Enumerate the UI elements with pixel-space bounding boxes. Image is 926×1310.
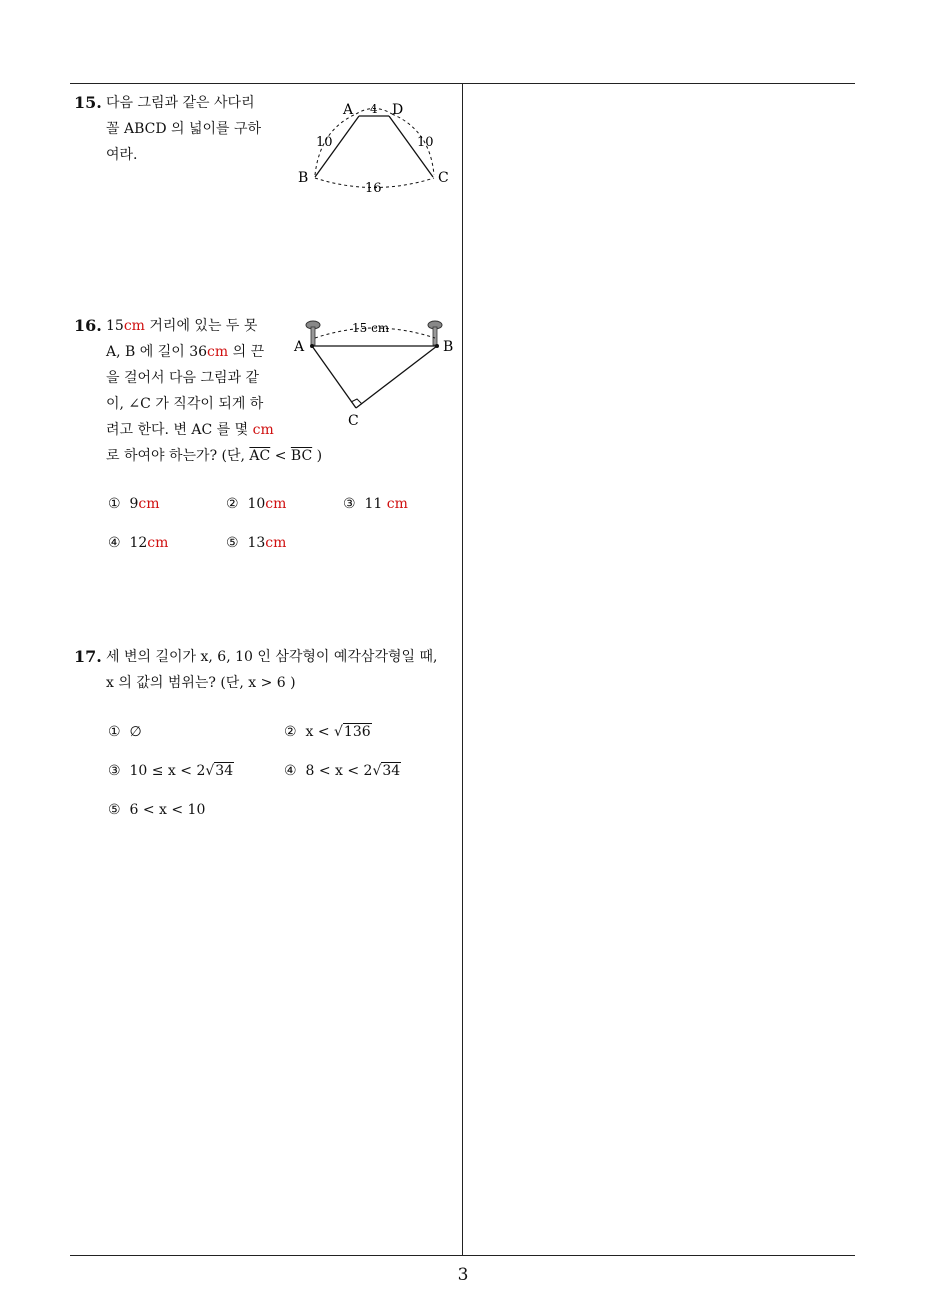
unit-cm: cm	[252, 422, 274, 438]
option-value: 9	[129, 496, 139, 512]
text-line: x 의 값의 범위는? (단, x > 6 )	[106, 675, 296, 691]
option-mark: ③	[343, 496, 356, 512]
q16-option-5	[226, 535, 286, 551]
option-value: 10 ≤ x < 2√	[129, 763, 215, 779]
radicand: 34	[382, 763, 401, 779]
text-line: 다음 그림과 같은 사다리	[106, 95, 255, 111]
text-run: A, B 에 길이 36	[106, 344, 208, 360]
option-value: ∅	[129, 724, 142, 740]
text-run: <	[270, 448, 291, 464]
unit-cm: cm	[386, 496, 408, 512]
option-mark: ⑤	[226, 535, 239, 551]
nails-triangle-figure	[290, 318, 465, 433]
option-mark: ③	[108, 763, 121, 779]
unit-cm: cm	[138, 496, 160, 512]
text-run: 거리에 있는 두 못	[144, 318, 258, 334]
q17-option-3	[108, 763, 234, 779]
label-a: A	[294, 339, 305, 355]
q16-option-4	[108, 535, 168, 551]
text-run: 려고 한다. 변 AC 를 몇	[106, 422, 253, 438]
option-value: 11	[364, 496, 383, 512]
option-value: 6 < x < 10	[129, 802, 206, 818]
label-c: C	[438, 170, 449, 186]
distance-label: 15 cm	[352, 321, 390, 335]
text-line: 여라.	[106, 147, 138, 163]
option-mark: ①	[108, 724, 121, 740]
question-number: 17.	[74, 647, 102, 666]
unit-cm: cm	[265, 496, 287, 512]
length-top: 4	[370, 102, 378, 116]
text-line: 세 변의 길이가 x, 6, 10 인 삼각형이 예각삼각형일 때,	[106, 649, 438, 665]
question-17	[74, 644, 459, 704]
question-text	[106, 644, 437, 696]
text-run: 15	[106, 318, 124, 334]
q17-option-2	[284, 724, 372, 740]
unit-cm: cm	[123, 318, 145, 334]
unit-cm: cm	[207, 344, 229, 360]
length-left: 10	[316, 135, 333, 150]
text-run: 로 하여야 하는가? (단,	[106, 448, 250, 464]
segment-ac: $\overline{AC}$	[249, 448, 271, 464]
text-line: 꼴 ABCD 의 넓이를 구하	[106, 121, 262, 137]
option-value: 8 < x < 2√	[305, 763, 382, 779]
label-b: B	[443, 339, 454, 355]
q16-option-3	[343, 496, 408, 512]
option-value: 12	[129, 535, 148, 551]
label-c: C	[348, 413, 359, 429]
text-run: )	[312, 448, 323, 464]
question-number: 16.	[74, 316, 102, 335]
option-value: x < √	[305, 724, 343, 740]
option-mark: ①	[108, 496, 121, 512]
question-number: 15.	[74, 93, 102, 112]
unit-cm: cm	[265, 535, 287, 551]
radicand: 136	[343, 724, 371, 740]
unit-cm: cm	[147, 535, 169, 551]
text-line: 을 걸어서 다음 그림과 같	[106, 370, 260, 386]
option-mark: ⑤	[108, 802, 121, 818]
trapezoid-figure	[290, 95, 460, 195]
option-value: 13	[247, 535, 266, 551]
text-run: 의 끈	[228, 344, 265, 360]
length-right: 10	[417, 135, 434, 150]
q16-option-2	[226, 496, 286, 512]
option-mark: ②	[284, 724, 297, 740]
option-value: 10	[247, 496, 266, 512]
label-b: B	[298, 170, 309, 186]
page-number: 3	[457, 1265, 469, 1285]
segment-bc: $\overline{BC}$	[290, 448, 313, 464]
q17-option-4	[284, 763, 401, 779]
option-mark: ④	[284, 763, 297, 779]
q16-option-1	[108, 496, 160, 512]
text-line	[106, 443, 322, 469]
column-divider	[462, 83, 463, 1255]
radicand: 34	[215, 763, 234, 779]
label-a: A	[343, 102, 354, 118]
option-mark: ④	[108, 535, 121, 551]
q17-option-5	[108, 802, 205, 818]
label-d: D	[392, 102, 404, 118]
bottom-rule	[70, 1255, 855, 1256]
option-mark: ②	[226, 496, 239, 512]
question-text	[106, 90, 261, 168]
q17-option-1	[108, 724, 142, 740]
length-bottom: 16	[365, 181, 382, 195]
text-line: 이, ∠C 가 직각이 되게 하	[106, 396, 264, 412]
